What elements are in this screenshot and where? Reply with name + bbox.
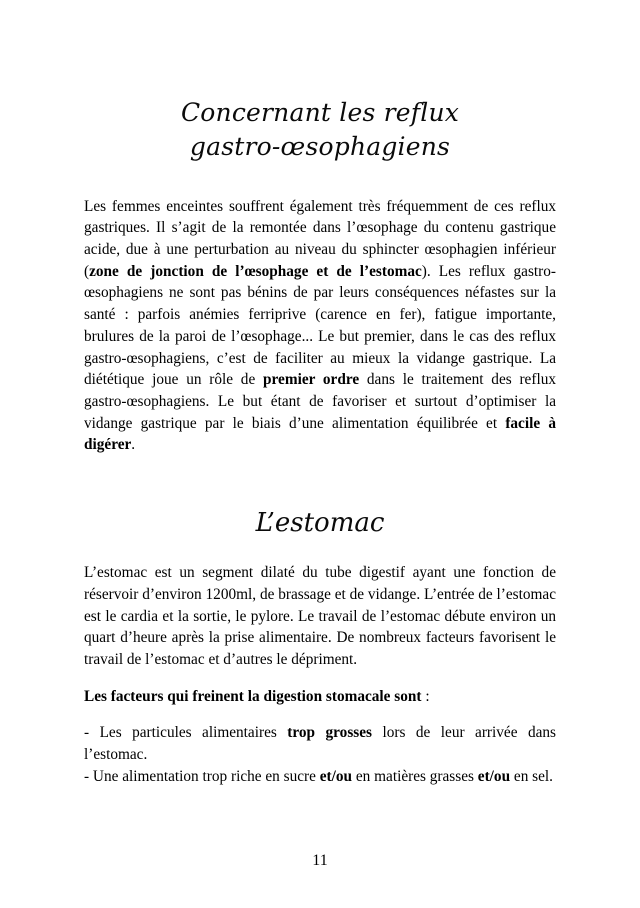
- list-item-2-bold-2: et/ou: [477, 767, 511, 785]
- paragraph-estomac: [84, 562, 556, 671]
- page-number: 11: [312, 852, 328, 869]
- paragraph-reflux-bold-3: facile à digérer: [84, 414, 556, 454]
- list-item-2-text-1: - Une alimentation trop riche en sucre: [84, 767, 320, 785]
- list-item-2-text-2: en matières grasses: [352, 767, 478, 785]
- section-title-estomac: L’estomac: [255, 508, 385, 539]
- spacer-after-estomac-title: [84, 538, 556, 562]
- paragraph-reflux-bold-1: zone de jonction de l’œsophage et de l’estomac: [89, 262, 422, 280]
- paragraph-estomac-text-1: L’estomac est un segment dilaté du tube digestif ayant une fonction de réservoir d’environ 1200ml, de brassage et de vidange. L’entrée de l’estomac est le cardia et la sortie, le pylore. Le travail de l’estomac débute environ un quart d’heure après la prise alimentaire. De nombreux facteurs favorisent le travail de l’estomac et d’autres le dépriment.: [84, 564, 556, 668]
- paragraph-facteurs-bold: Les facteurs qui freinent la digestion stomacale sont: [84, 687, 422, 705]
- page-title-reflux: [84, 96, 556, 164]
- page-title-line-1: Concernant les reflux: [180, 98, 460, 127]
- list-item-2-text-3: en sel.: [510, 767, 553, 785]
- list-item-1-text-2: lors de leur arrivée dans l’estomac.: [84, 724, 556, 764]
- paragraph-reflux-text-1: Les femmes enceintes souffrent également très fréquemment de ces reflux gastriques. Il s’agit de la remontée dans l’œsophage du contenu gastrique acide, due à une perturbation au niveau du sphincter œsophagien inférieur (: [84, 197, 556, 280]
- list-item-1-text-1: - Les particules alimentaires: [84, 724, 288, 742]
- paragraph-reflux-text-4: .: [131, 436, 136, 454]
- paragraph-reflux-bold-2: premier ordre: [263, 371, 360, 389]
- paragraph-facteurs-list: [84, 722, 556, 787]
- paragraph-facteurs-text: :: [421, 687, 430, 705]
- page-title-line-2: gastro-œsophagiens: [189, 131, 451, 161]
- paragraph-facteurs-heading: [84, 686, 556, 708]
- paragraph-reflux: [84, 196, 556, 457]
- paragraph-reflux-text-3: dans le traitement des reflux gastro-œsophagiens. Le but étant de favoriser et surtout d’optimiser la vidange gastrique par le biais d’une alimentation équilibrée et: [84, 371, 556, 432]
- list-item-2-bold-1: et/ou: [319, 767, 353, 785]
- spacer-after-title: [84, 170, 556, 196]
- list-item-1-bold: trop grosses: [287, 724, 372, 742]
- paragraph-reflux-text-2: ). Les reflux gastro-œsophagiens ne sont pas bénins de par leurs conséquences néfastes sur la santé : parfois anémies ferriprive (carence en fer), fatigue importante, brulures de la paroi de l’œsophage... Le but premier, dans le cas des reflux gastro-œsophagiens, c’est de faciliter au mieux la vidange gastrique. La diététique joue un rôle de: [84, 262, 557, 389]
- spacer-before-estomac: [84, 456, 556, 508]
